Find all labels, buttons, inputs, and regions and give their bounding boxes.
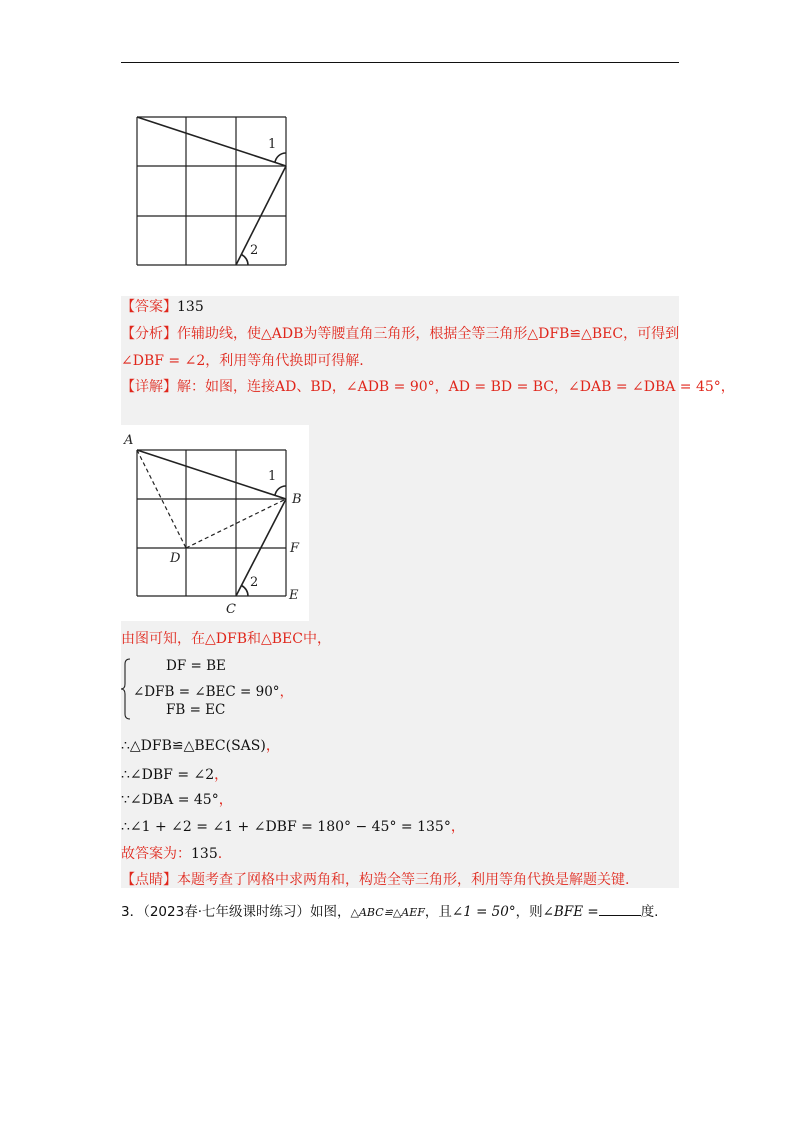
condition-row-1: DF = BE <box>166 658 226 674</box>
question-3-text-b: ，且 <box>424 904 452 920</box>
answer-tag: 【答案】 <box>121 299 177 315</box>
detail-text: 解：如图，连接AD、BD，∠ADB = 90°，AD = BD = BC，∠DAB = ∠DBA = 45°， <box>177 379 735 395</box>
detail-tag: 【详解】 <box>121 379 177 395</box>
condition-row-2 <box>133 680 293 700</box>
angle-2-arc <box>242 255 249 266</box>
analysis-line-2 <box>121 352 364 370</box>
grid-figure-2 <box>121 425 309 621</box>
proof-step-4 <box>121 818 465 836</box>
segment-a-b <box>137 450 286 499</box>
condition-brace-block <box>121 658 321 720</box>
analysis-line-1 <box>121 325 679 343</box>
proof-step-1-tail: ， <box>265 738 280 754</box>
point-a-label: A <box>124 433 134 448</box>
point-b-label: B <box>292 492 302 507</box>
proof-step-2 <box>121 766 228 784</box>
conclusion-label: 故答案为： <box>121 846 191 862</box>
comment-line <box>121 871 629 889</box>
detail-line <box>121 378 735 396</box>
comment-tag: 【点睛】 <box>121 872 177 888</box>
proof-intro-text: 由图可知，在△DFB和△BEC中， <box>121 631 331 647</box>
proof-step-4-tail: ， <box>450 819 465 835</box>
point-d-label: D <box>170 551 181 566</box>
point-f-label: F <box>290 541 300 556</box>
proof-step-3-text: ∵∠DBA = 45° <box>121 792 219 808</box>
proof-step-4-text: ∴∠1 + ∠2 = ∠1 + ∠DBF = 180° − 45° = 135° <box>121 819 451 835</box>
segment-a-b <box>137 117 286 166</box>
header-rule <box>121 62 679 63</box>
question-3-text-c: ，则 <box>515 904 543 920</box>
conclusion-value: 135 <box>191 846 218 862</box>
angle-1-label: 1 <box>268 137 277 152</box>
answer-value: 135 <box>177 299 204 315</box>
conclusion-tail: . <box>217 846 223 862</box>
question-3-source: （2023春·七年级课时练习） <box>143 904 310 920</box>
proof-step-2-tail: ， <box>214 767 229 783</box>
proof-conclusion <box>121 845 222 863</box>
grid-figure-1 <box>134 115 289 267</box>
proof-intro <box>121 630 331 648</box>
angle-2-arc <box>242 586 249 597</box>
angle-2-label: 2 <box>250 243 259 258</box>
analysis-text-2: ∠DBF = ∠2，利用等角代换即可得解. <box>121 353 364 369</box>
analysis-text-1: 作辅助线，使△ADB为等腰直角三角形，根据全等三角形△DFB≌△BEC，可得到 <box>177 326 680 342</box>
proof-step-3 <box>121 791 233 809</box>
answer-line <box>121 298 204 316</box>
condition-row-3: FB = EC <box>166 702 226 718</box>
condition-row-2-tail: ， <box>279 684 294 700</box>
question-3-angle: ∠1 = 50° <box>451 904 516 920</box>
analysis-tag: 【分析】 <box>121 326 177 342</box>
angle-1-arc <box>275 153 286 163</box>
angle-1-arc <box>275 486 286 496</box>
question-3-target: ∠BFE = <box>542 904 599 920</box>
point-e-label: E <box>289 588 299 603</box>
comment-text: 本题考查了网格中求两角和，构造全等三角形，利用等角代换是解题关键. <box>177 872 630 888</box>
question-3-congruence: △ABC≌△AEF <box>350 906 425 919</box>
proof-step-1-text: ∴△DFB≌△BEC(SAS) <box>121 738 266 754</box>
question-3 <box>121 900 658 920</box>
question-3-number: 3． <box>121 904 144 920</box>
left-brace <box>121 658 131 720</box>
answer-blank[interactable] <box>599 903 641 916</box>
question-3-text-a: 如图， <box>310 904 351 920</box>
question-3-unit: 度. <box>640 904 659 920</box>
angle-1-label: 1 <box>268 469 277 484</box>
proof-step-1 <box>121 737 280 755</box>
point-c-label: C <box>226 602 236 617</box>
condition-row-2-text: ∠DFB = ∠BEC = 90° <box>133 684 280 700</box>
proof-step-2-text: ∴∠DBF = ∠2 <box>121 767 215 783</box>
angle-2-label: 2 <box>250 575 259 590</box>
proof-step-3-tail: ， <box>218 792 233 808</box>
